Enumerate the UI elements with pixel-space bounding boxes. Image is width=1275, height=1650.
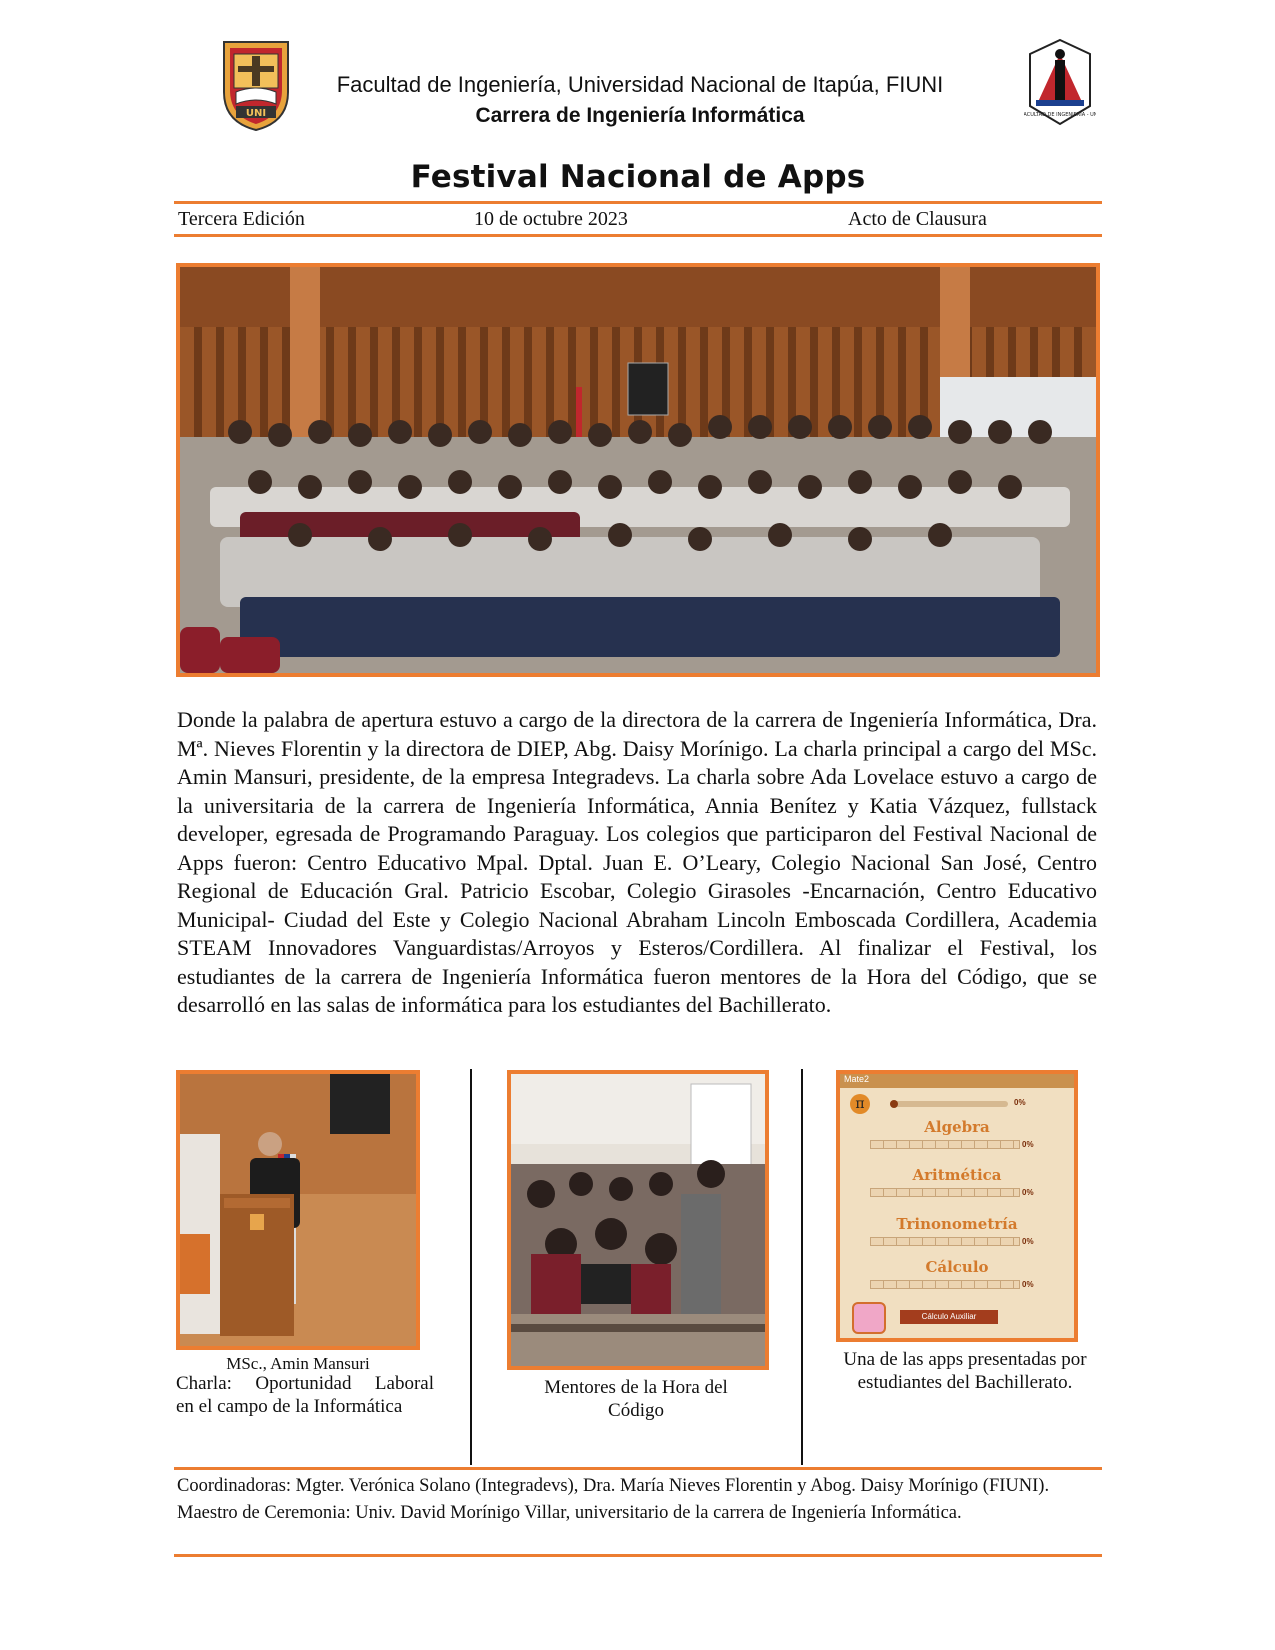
speaker-name: MSc., Amin Mansuri <box>226 1354 370 1373</box>
subject-progress <box>870 1237 1020 1246</box>
subject-algebra: Algebra <box>924 1118 990 1136</box>
subject-progress <box>870 1140 1020 1149</box>
app-titlebar: Mate2 <box>840 1074 1074 1088</box>
subject-percent: 0% <box>1022 1280 1034 1289</box>
edition-label: Tercera Edición <box>178 208 305 230</box>
caption-line: Charla: Oportunidad Laboral <box>176 1373 434 1394</box>
app-screenshot <box>836 1070 1078 1342</box>
column-divider <box>801 1069 803 1465</box>
subject-percent: 0% <box>1022 1237 1034 1246</box>
subject-progress <box>870 1188 1020 1197</box>
mentors-photo <box>507 1070 769 1370</box>
speaker-talk-caption <box>176 1372 434 1418</box>
institution-name: Facultad de Ingeniería, Universidad Nacional de Itapúa, FIUNI <box>336 72 944 97</box>
subject-percent: 0% <box>1022 1140 1034 1149</box>
column-divider <box>470 1069 472 1465</box>
credits-footer: Coordinadoras: Mgter. Verónica Solano (Integradevs), Dra. María Nieves Florentin y Abog. Daisy Morínigo (FIUNI). Maestro de Ceremonia: Univ. David Morínigo Villar, universitario de la carrera de Ingeniería Informática. <box>177 1476 1050 1523</box>
event-date: 10 de octubre 2023 <box>474 208 628 230</box>
caption-line: en el campo de la Informática <box>176 1396 403 1417</box>
svg-text:FACULTAD DE INGENIERÍA - UNI: FACULTAD DE INGENIERÍA - UNI <box>1024 112 1096 118</box>
career-name: Carrera de Ingeniería Informática <box>475 104 805 127</box>
overall-percent: 0% <box>1014 1098 1026 1107</box>
event-name: Acto de Clausura <box>848 208 987 230</box>
mentors-caption: Mentores de la Hora del Código <box>544 1377 728 1421</box>
divider <box>174 1467 1102 1470</box>
pi-icon: π <box>850 1094 870 1114</box>
calculo-auxiliar-button: Cálculo Auxiliar <box>900 1310 998 1324</box>
divider <box>174 1554 1102 1557</box>
svg-text:UNI: UNI <box>245 108 267 119</box>
divider <box>174 234 1102 237</box>
subject-trigonometria: Trinonometría <box>896 1215 1018 1233</box>
divider <box>174 201 1102 204</box>
avatar-icon <box>852 1302 886 1334</box>
subject-calculo: Cálculo <box>925 1258 989 1276</box>
speaker-photo <box>176 1070 420 1350</box>
subject-percent: 0% <box>1022 1188 1034 1197</box>
article-body: Donde la palabra de apertura estuvo a cargo de la directora de la carrera de Ingeniería Informática, Dra. Mª. Nieves Florentin y la directora de DIEP, Abg. Daisy Morínigo. La charla principal a cargo del MSc. Amin Mansuri, presidente, de la empresa Integradevs. La charla sobre Ada Lovelace estuvo a cargo de la universitaria de la carrera de Ingeniería Informática, Annia Benítez y Katia Vázquez, fullstack developer, egresada de Programando Paraguay. Los colegios que participaron del Festival Nacional de Apps fueron: Centro Educativo Mpal. Dptal. Juan E. O’Leary, Colegio Nacional San José, Centro Regional de Educación Gral. Patricio Escobar, Colegio Girasoles -Encarnación, Centro Educativo Municipal- Ciudad del Este y Colegio Nacional Abraham Lincoln Emboscada Cordillera, Academia STEAM Innovadores Vanguardistas/Arroyos y Esteros/Cordillera. Al finalizar el Festival, los estudiantes de la carrera de Ingeniería Informática fueron mentores de la Hora del Código, que se desarrolló en las salas de informática para los estudiantes del Bachillerato. <box>177 707 1097 1017</box>
app-caption: Una de las apps presentadas por estudiantes del Bachillerato. <box>843 1349 1087 1393</box>
uni-logo <box>216 32 296 132</box>
subject-progress <box>870 1280 1020 1289</box>
overall-progress <box>890 1101 1008 1107</box>
group-photo <box>176 263 1100 677</box>
fiuni-logo <box>1024 36 1096 128</box>
subject-aritmetica: Aritmética <box>912 1166 1002 1184</box>
page-title: Festival Nacional de Apps <box>410 159 866 195</box>
